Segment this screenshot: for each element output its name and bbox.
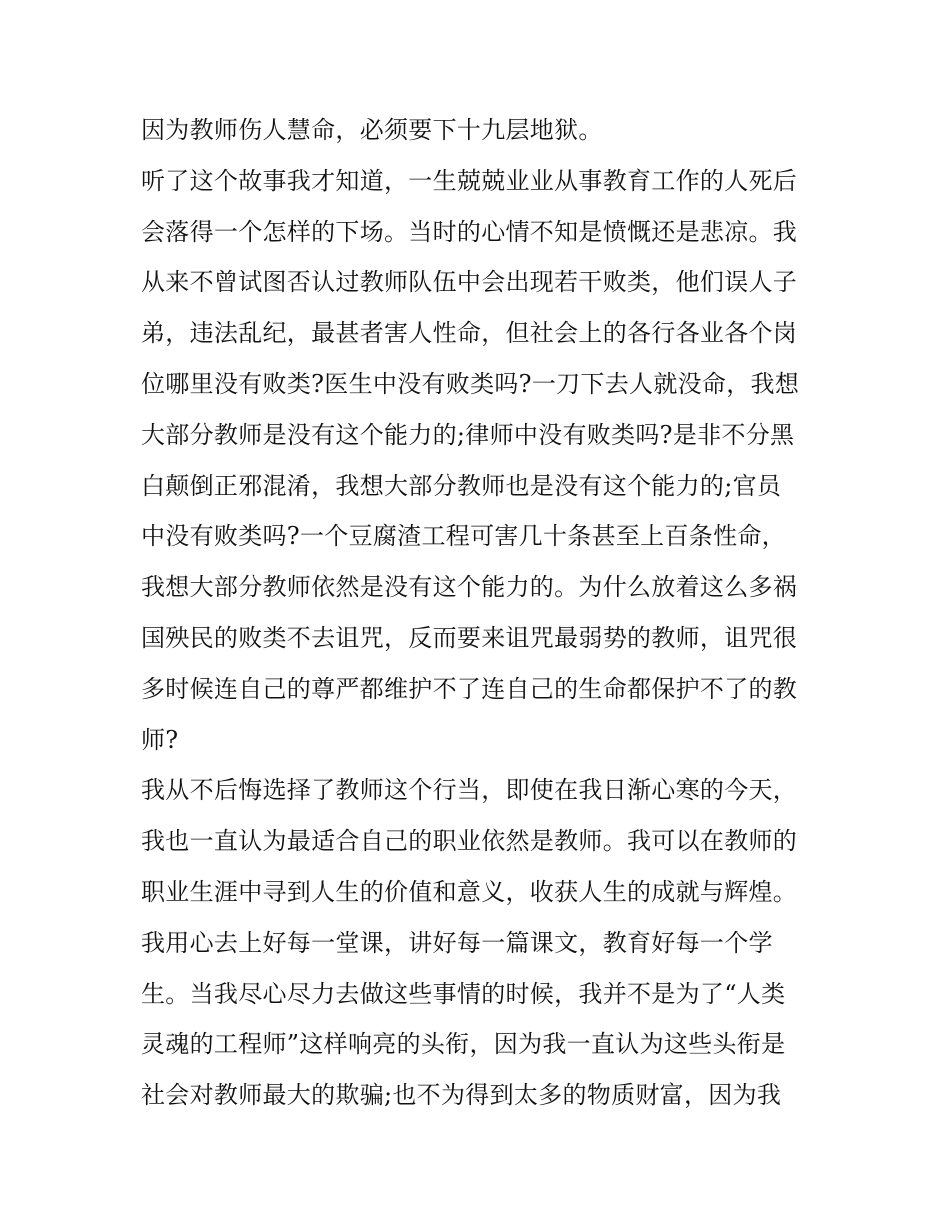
body-text [141, 105, 821, 1121]
text-line: 位哪里没有败类?医生中没有败类吗?一刀下去人就没命，我想 [141, 369, 800, 398]
text-line: 灵魂的工程师”这样响亮的头衔，因为我一直认为这些头衔是 [141, 1030, 786, 1059]
text-line: 从来不曾试图否认过教师队伍中会出现若干败类，他们误人子 [141, 268, 798, 297]
text-line: 我想大部分教师依然是没有这个能力的。为什么放着这么多祸 [141, 573, 798, 602]
text-line: 中没有败类吗?一个豆腐渣工程可害几十条甚至上百条性命， [141, 522, 786, 551]
text-line: 大部分教师是没有这个能力的;律师中没有败类吗?是非不分黑 [141, 420, 795, 449]
text-line: 多时候连自己的尊严都维护不了连自己的生命都保护不了的教 [141, 674, 798, 703]
text-line: 社会对教师最大的欺骗;也不为得到太多的物质财富，因为我 [141, 1081, 782, 1110]
text-line: 弟，违法乱纪，最甚者害人性命，但社会上的各行各业各个岗 [141, 319, 798, 348]
text-line: 听了这个故事我才知道，一生兢兢业业从事教育工作的人死后 [141, 166, 798, 195]
text-line: 白颠倒正邪混淆，我想大部分教师也是没有这个能力的;官员 [141, 471, 782, 500]
text-line: 师? [141, 725, 179, 754]
text-line: 国殃民的败类不去诅咒，反而要来诅咒最弱势的教师，诅咒很 [141, 623, 798, 652]
text-line: 我从不后悔选择了教师这个行当，即使在我日渐心寒的今天， [141, 776, 798, 805]
text-line: 我也一直认为最适合自己的职业依然是教师。我可以在教师的 [141, 827, 798, 856]
text-line: 我用心去上好每一堂课，讲好每一篇课文，教育好每一个学 [141, 928, 773, 957]
text-line: 因为教师伤人慧命，必须要下十九层地狱。 [141, 116, 603, 144]
text-line: 职业生涯中寻到人生的价值和意义，收获人生的成就与辉煌。 [141, 877, 798, 906]
text-line: 会落得一个怎样的下场。当时的心情不知是愤慨还是悲凉。我 [141, 217, 798, 246]
text-line: 生。当我尽心尽力去做这些事情的时候，我并不是为了“人类 [141, 979, 786, 1008]
